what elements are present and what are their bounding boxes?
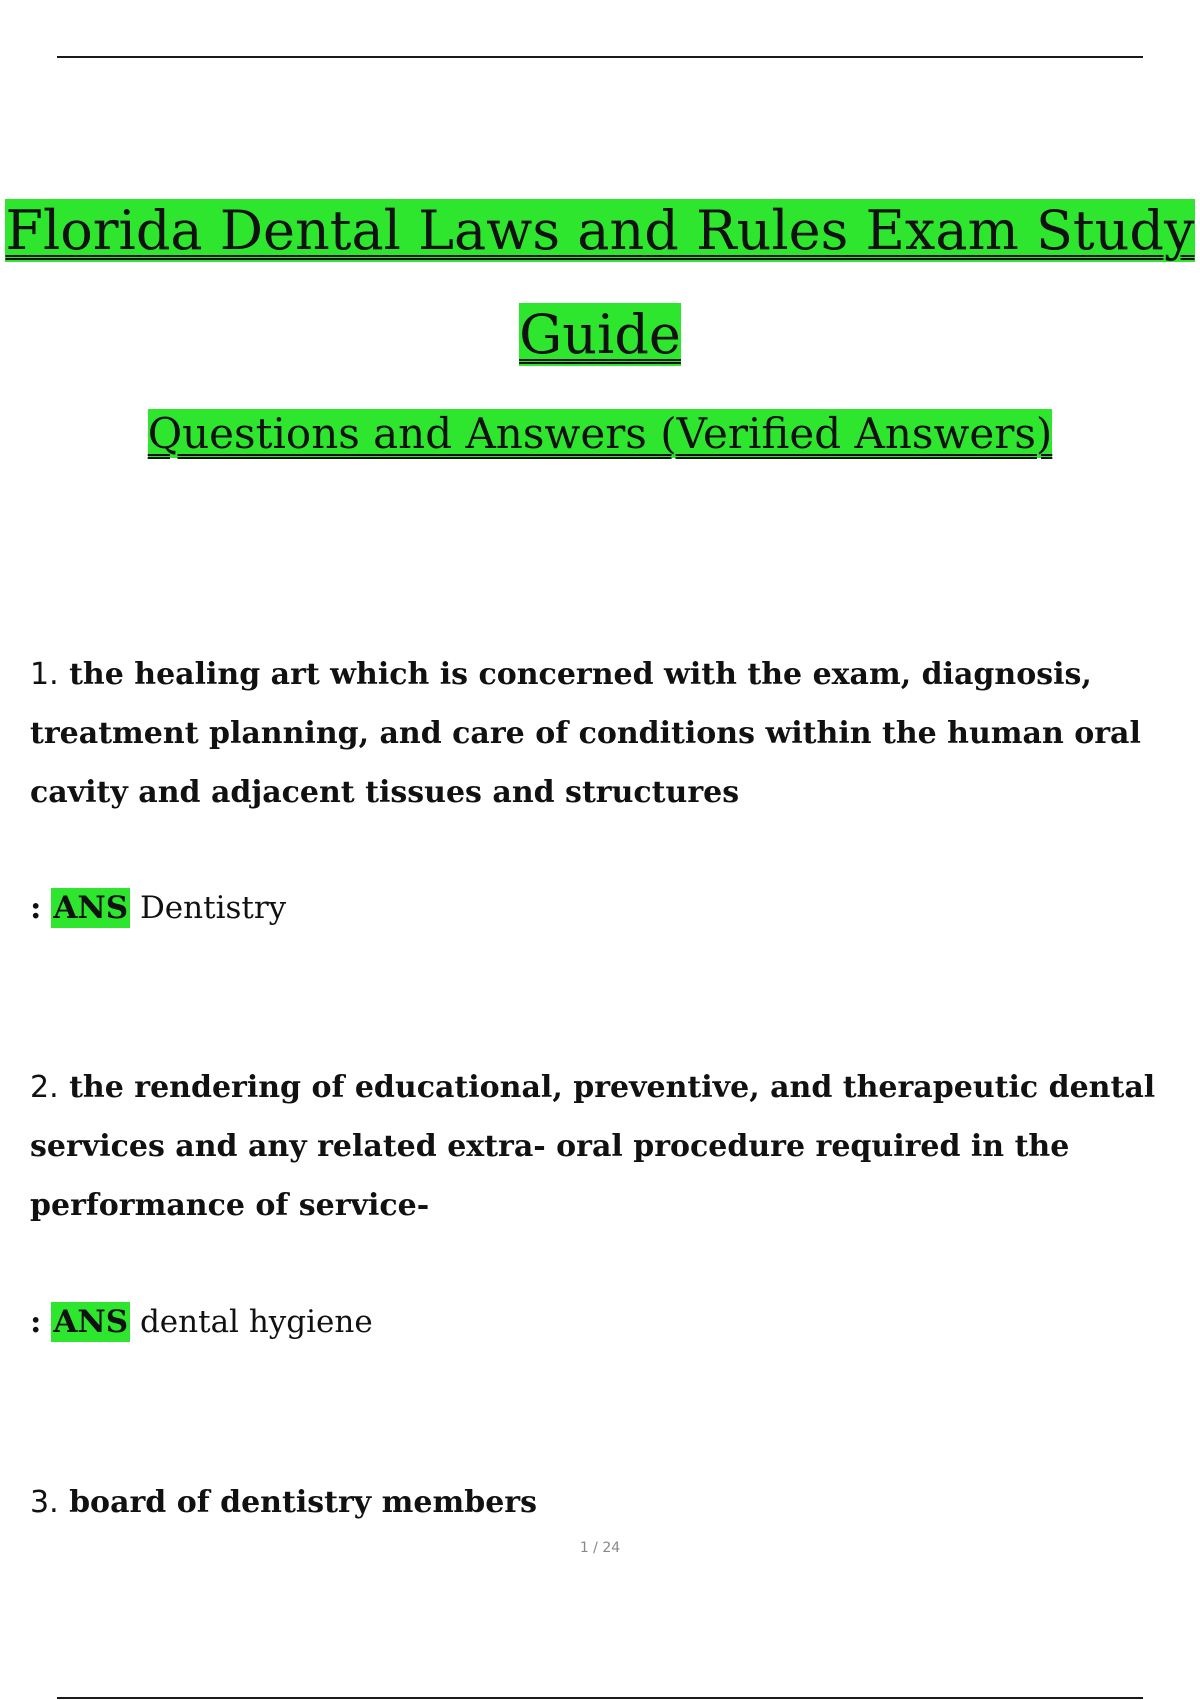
- title-line-2: Guide: [519, 303, 681, 366]
- answer-prefix: :: [30, 1304, 42, 1340]
- answer-prefix: :: [30, 890, 42, 926]
- question-2: [30, 1058, 1190, 1235]
- ans-badge: ANS: [53, 890, 129, 926]
- answer-1: [30, 883, 286, 933]
- answer-text: dental hygiene: [139, 1304, 373, 1340]
- question-number: 1.: [30, 657, 59, 692]
- document-title-continued: [0, 296, 1200, 374]
- title-line-1: Florida Dental Laws and Rules Exam Study: [5, 199, 1195, 262]
- answer-2: [30, 1297, 373, 1347]
- answer-text: Dentistry: [139, 890, 287, 926]
- question-text: board of dentistry members: [69, 1485, 537, 1520]
- page-indicator: 1 / 24: [579, 1540, 621, 1556]
- question-1: [30, 645, 1190, 822]
- bottom-rule: [57, 1697, 1143, 1699]
- ans-badge: ANS: [53, 1304, 129, 1340]
- question-number: 3.: [30, 1485, 59, 1520]
- question-text: the healing art which is concerned with the exam, diagnosis, treatment planning, and care of conditions within the human oral cavity and adjacent tissues and structures: [30, 657, 1141, 810]
- question-3: [30, 1473, 1190, 1532]
- question-text: the rendering of educational, preventive, and therapeutic dental services and any related extra- oral procedure required in the performance of service-: [30, 1070, 1156, 1223]
- question-number: 2.: [30, 1070, 59, 1105]
- document-title: [0, 192, 1200, 270]
- document-subtitle: [0, 403, 1200, 465]
- top-rule: [57, 56, 1143, 58]
- subtitle-text: Questions and Answers (Verified Answers): [147, 409, 1053, 458]
